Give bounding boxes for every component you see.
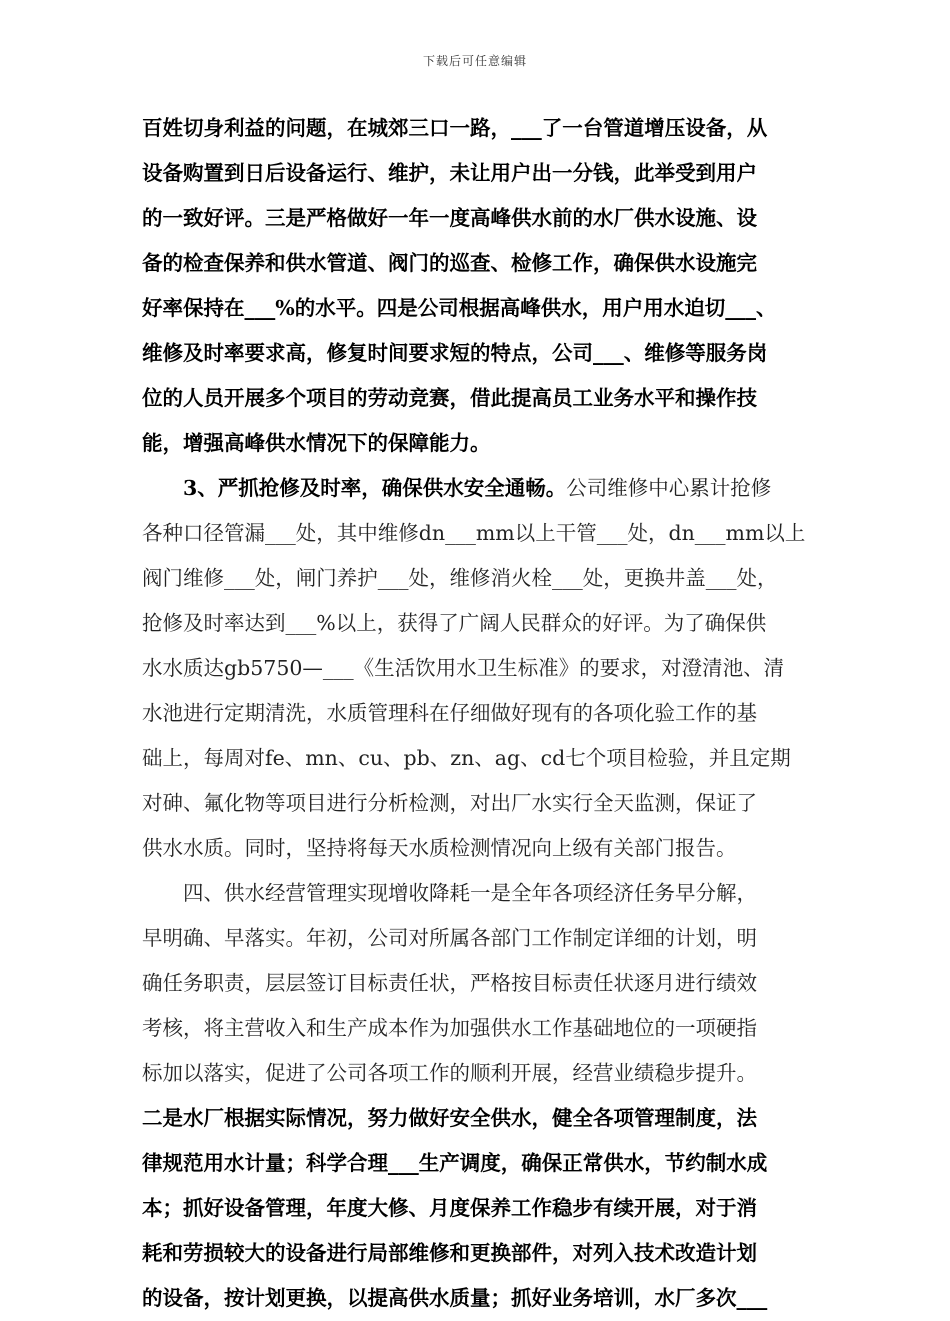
text-line: 础上，每周对fe、mn、cu、pb、zn、ag、cd七个项目检验，并且定期: [142, 746, 791, 770]
text-line: 好率保持在___%的水平。四是公司根据高峰供水，用户用水迫切___、: [142, 296, 777, 320]
document-body: [142, 106, 822, 1321]
text-line: 耗和劳损较大的设备进行局部维修和更换部件，对列入技术改造计划: [142, 1241, 757, 1265]
text-line: 水池进行定期清洗，水质管理科在仔细做好现有的各项化验工作的基: [142, 701, 757, 725]
text-line: 二是水厂根据实际情况，努力做好安全供水，健全各项管理制度，法: [142, 1106, 757, 1130]
text-line: 早明确、早落实。年初，公司对所属各部门工作制定详细的计划，明: [142, 926, 757, 950]
text-line: 的设备，按计划更换，以提高供水质量；抓好业务培训，水厂多次___: [142, 1286, 768, 1310]
text-line: 维修及时率要求高，修复时间要求短的特点，公司___、维修等服务岗: [142, 341, 768, 365]
section-heading: 3、严抓抢修及时率，确保供水安全通畅。: [183, 476, 567, 500]
section-3-line: [142, 466, 822, 511]
text-line: 能，增强高峰供水情况下的保障能力。: [142, 431, 491, 455]
text-line: 位的人员开展多个项目的劳动竞赛，借此提高员工业务水平和操作技: [142, 386, 757, 410]
text-line: 本；抓好设备管理，年度大修、月度保养工作稳步有续开展，对于消: [142, 1196, 757, 1220]
text-line: 律规范用水计量；科学合理___生产调度，确保正常供水，节约制水成: [142, 1151, 768, 1175]
text-line: 供水水质。同时，坚持将每天水质检测情况向上级有关部门报告。: [142, 836, 737, 860]
text-line: 确任务职责，层层签订目标责任状，严格按目标责任状逐月进行绩效: [142, 971, 757, 995]
page-header: 下载后可任意编辑: [422, 54, 527, 68]
text-line: 阀门维修___处，闸门养护___处，维修消火栓___处，更换井盖___处，: [142, 566, 778, 590]
section-text: 公司维修中心累计抢修: [566, 476, 772, 500]
text-line: 标加以落实，促进了公司各项工作的顺利开展，经营业绩稳步提升。: [142, 1061, 757, 1085]
text-line: 备的检查保养和供水管道、阀门的巡查、检修工作，确保供水设施完: [142, 251, 757, 275]
section-4-line: 四、供水经营管理实现增收降耗一是全年各项经济任务早分解，: [183, 881, 757, 905]
text-line: 各种口径管漏___处，其中维修dn___mm以上干管___处，dn___mm以上: [142, 521, 806, 545]
text-line: 水水质达gb5750—___《生活饮用水卫生标准》的要求，对澄清池、清: [142, 656, 785, 680]
text-line: 的一致好评。三是严格做好一年一度高峰供水前的水厂供水设施、设: [142, 206, 757, 230]
text-line: 设备购置到日后设备运行、维护，未让用户出一分钱，此举受到用户: [142, 161, 757, 185]
text-line: 抢修及时率达到___%以上，获得了广阔人民群众的好评。为了确保供: [142, 611, 767, 635]
text-line: 百姓切身利益的问题，在城郊三口一路，___了一台管道增压设备，从: [142, 116, 768, 140]
text-line: 考核，将主营收入和生产成本作为加强供水工作基础地位的一项硬指: [142, 1016, 757, 1040]
text-line: 对砷、氟化物等项目进行分析检测，对出厂水实行全天监测，保证了: [142, 791, 757, 815]
